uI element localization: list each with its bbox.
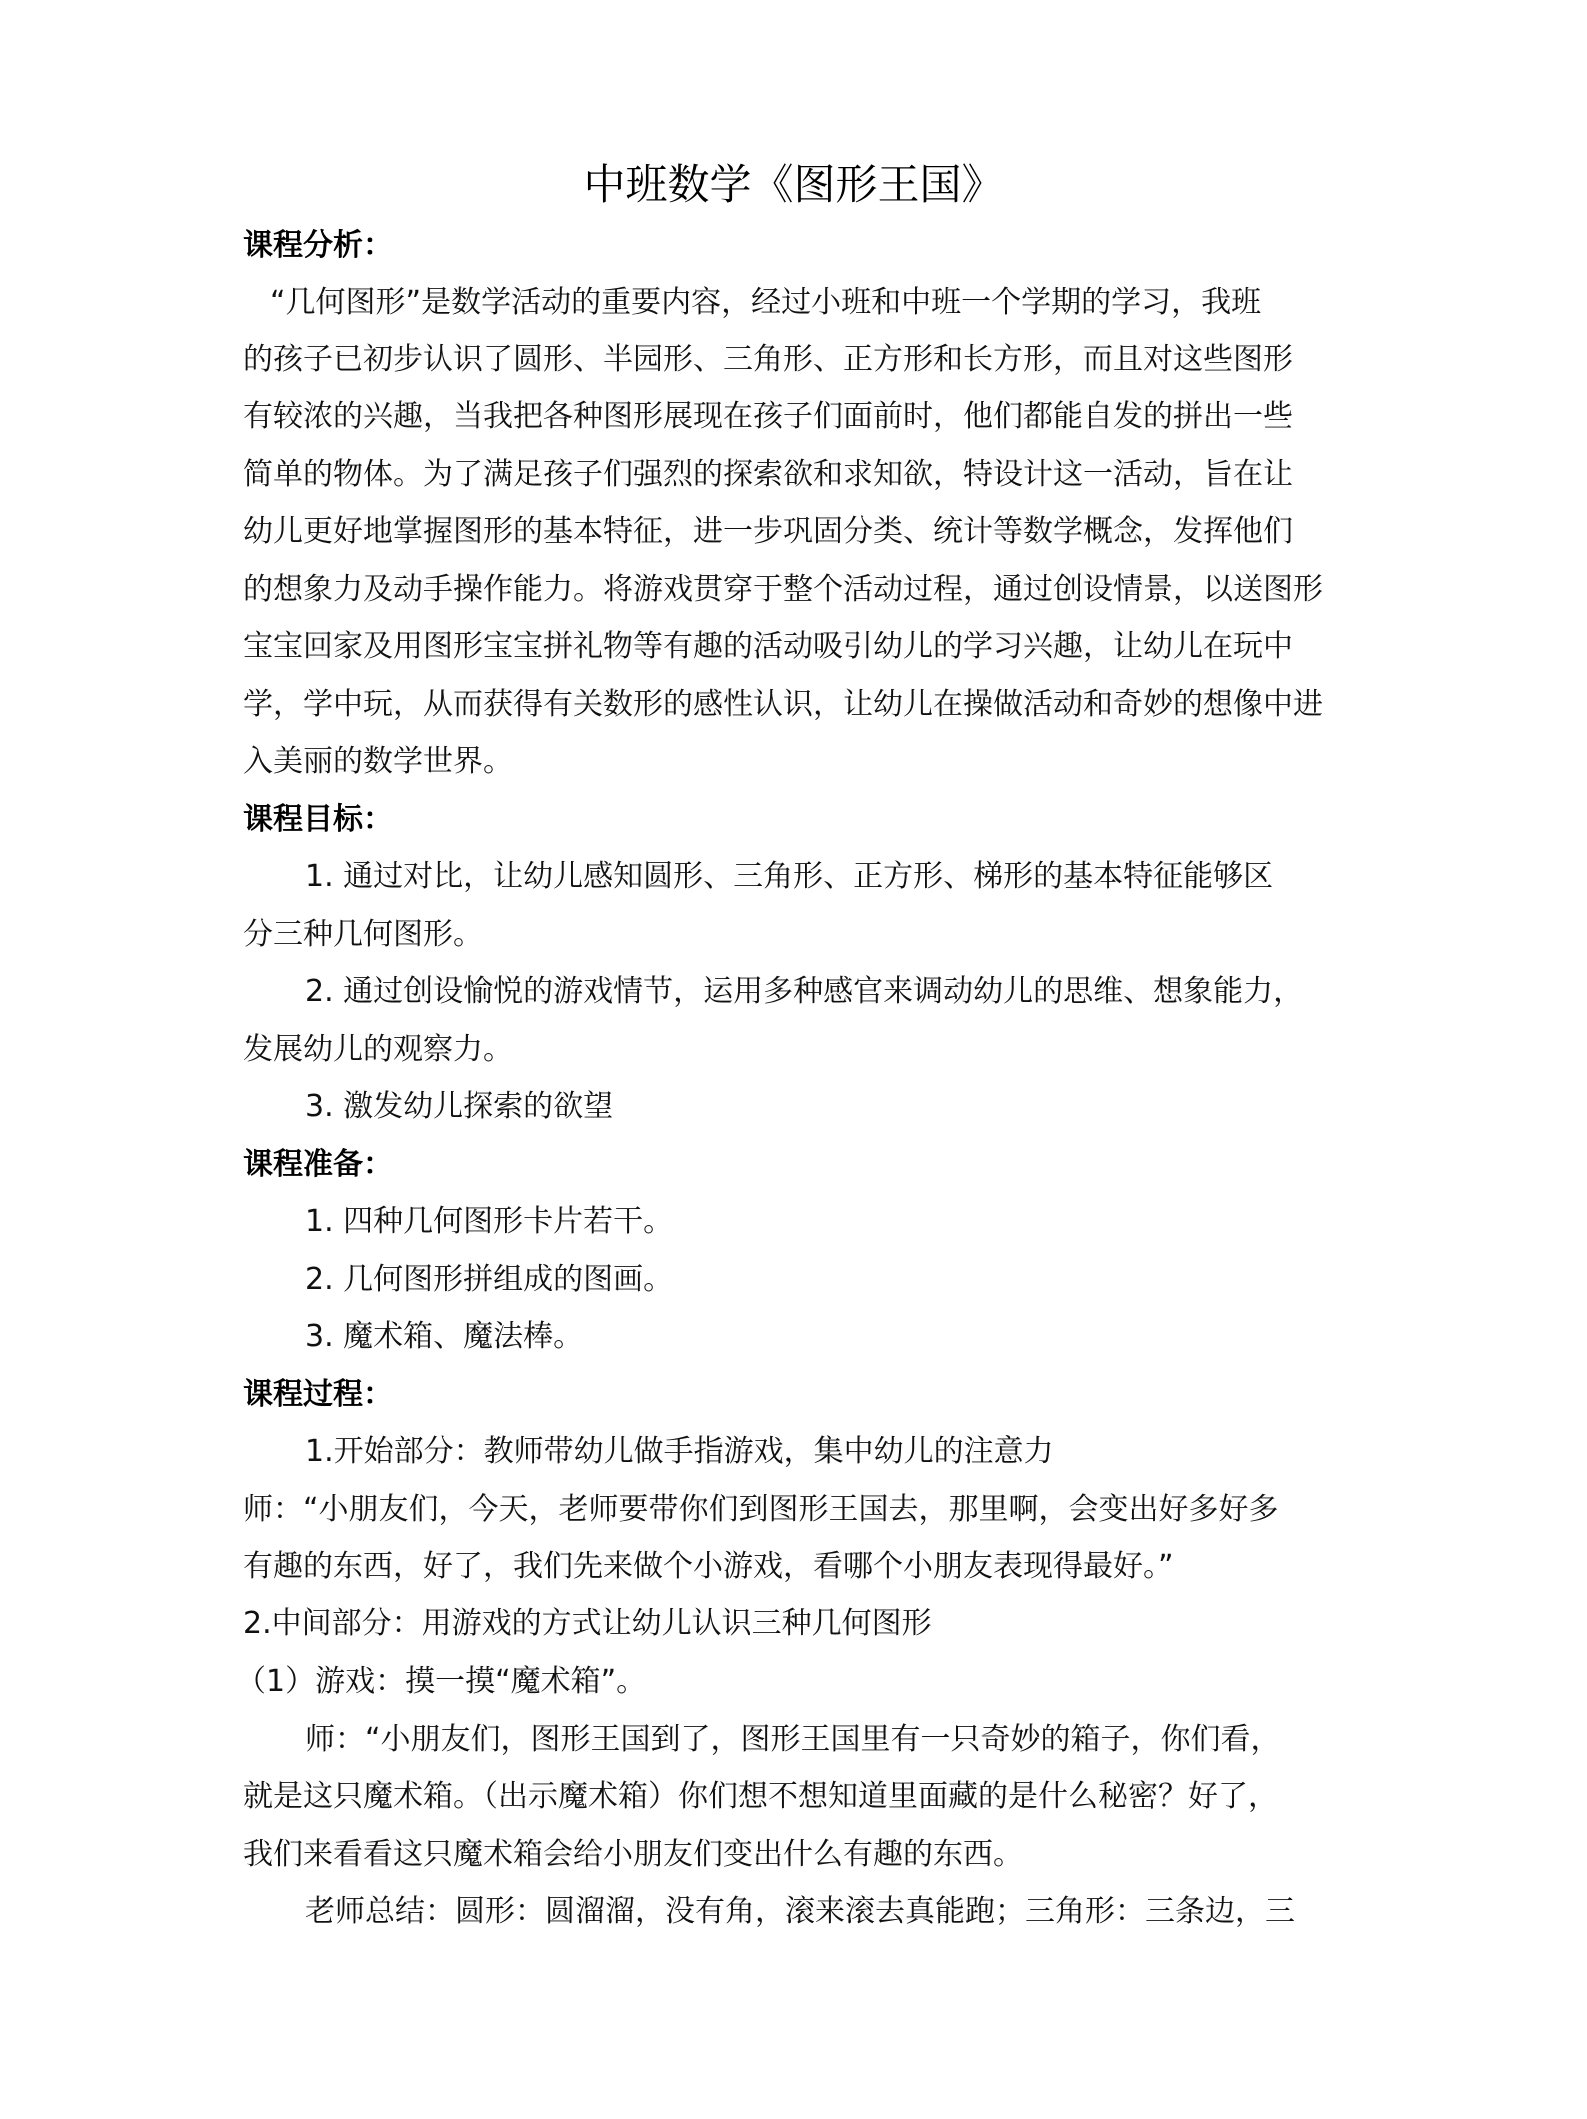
goal-item-continued: 发展幼儿的观察力。 <box>243 1032 513 1067</box>
paragraph-line: 的孩子已初步认识了圆形、半园形、三角形、正方形和长方形，而且对这些图形 <box>243 342 1293 377</box>
process-line: 我们来看看这只魔术箱会给小朋友们变出什么有趣的东西。 <box>243 1837 1023 1872</box>
process-line: （1）游戏：摸一摸“魔术箱”。 <box>236 1664 647 1699</box>
preparation-item: 2. 几何图形拼组成的图画。 <box>305 1262 674 1297</box>
preparation-item: 1. 四种几何图形卡片若干。 <box>305 1204 674 1239</box>
paragraph-line: 入美丽的数学世界。 <box>243 744 513 779</box>
goal-item: 2. 通过创设愉悦的游戏情节，运用多种感官来调动幼儿的思维、想象能力， <box>305 974 1304 1009</box>
process-line: 师：“小朋友们，今天，老师要带你们到图形王国去，那里啊，会变出好多好多 <box>243 1492 1279 1527</box>
process-line: 老师总结：圆形：圆溜溜，没有角，滚来滚去真能跑；三角形：三条边，三 <box>305 1894 1295 1929</box>
paragraph-line: “几何图形”是数学活动的重要内容，经过小班和中班一个学期的学习，我班 <box>270 285 1262 320</box>
paragraph-line: 宝宝回家及用图形宝宝拼礼物等有趣的活动吸引幼儿的学习兴趣，让幼儿在玩中 <box>243 629 1293 664</box>
process-line: 2.中间部分：用游戏的方式让幼儿认识三种几何图形 <box>243 1606 932 1641</box>
section-heading-process: 课程过程： <box>243 1377 393 1412</box>
process-line: 有趣的东西，好了，我们先来做个小游戏，看哪个小朋友表现得最好。” <box>243 1549 1174 1584</box>
paragraph-line: 的想象力及动手操作能力。将游戏贯穿于整个活动过程，通过创设情景，以送图形 <box>243 572 1323 607</box>
section-heading-goals: 课程目标： <box>243 802 393 837</box>
goal-item: 1. 通过对比，让幼儿感知圆形、三角形、正方形、梯形的基本特征能够区 <box>305 859 1274 894</box>
section-heading-preparation: 课程准备： <box>243 1147 393 1182</box>
process-line: 师：“小朋友们，图形王国到了，图形王国里有一只奇妙的箱子，你们看， <box>305 1722 1281 1757</box>
document-title: 中班数学《图形王国》 <box>583 160 1004 209</box>
goal-item: 3. 激发幼儿探索的欲望 <box>305 1089 614 1124</box>
paragraph-line: 有较浓的兴趣，当我把各种图形展现在孩子们面前时，他们都能自发的拼出一些 <box>243 399 1293 434</box>
process-line: 1.开始部分：教师带幼儿做手指游戏，集中幼儿的注意力 <box>305 1434 1054 1469</box>
goal-item-continued: 分三种几何图形。 <box>243 917 483 952</box>
paragraph-line: 简单的物体。为了满足孩子们强烈的探索欲和求知欲，特设计这一活动，旨在让 <box>243 457 1293 492</box>
process-line: 就是这只魔术箱。（出示魔术箱）你们想不想知道里面藏的是什么秘密？好了， <box>243 1779 1278 1814</box>
paragraph-line: 学，学中玩，从而获得有关数形的感性认识，让幼儿在操做活动和奇妙的想像中进 <box>243 687 1323 722</box>
section-heading-analysis: 课程分析： <box>243 228 393 263</box>
preparation-item: 3. 魔术箱、魔法棒。 <box>305 1319 584 1354</box>
paragraph-line: 幼儿更好地掌握图形的基本特征，进一步巩固分类、统计等数学概念，发挥他们 <box>243 514 1293 549</box>
